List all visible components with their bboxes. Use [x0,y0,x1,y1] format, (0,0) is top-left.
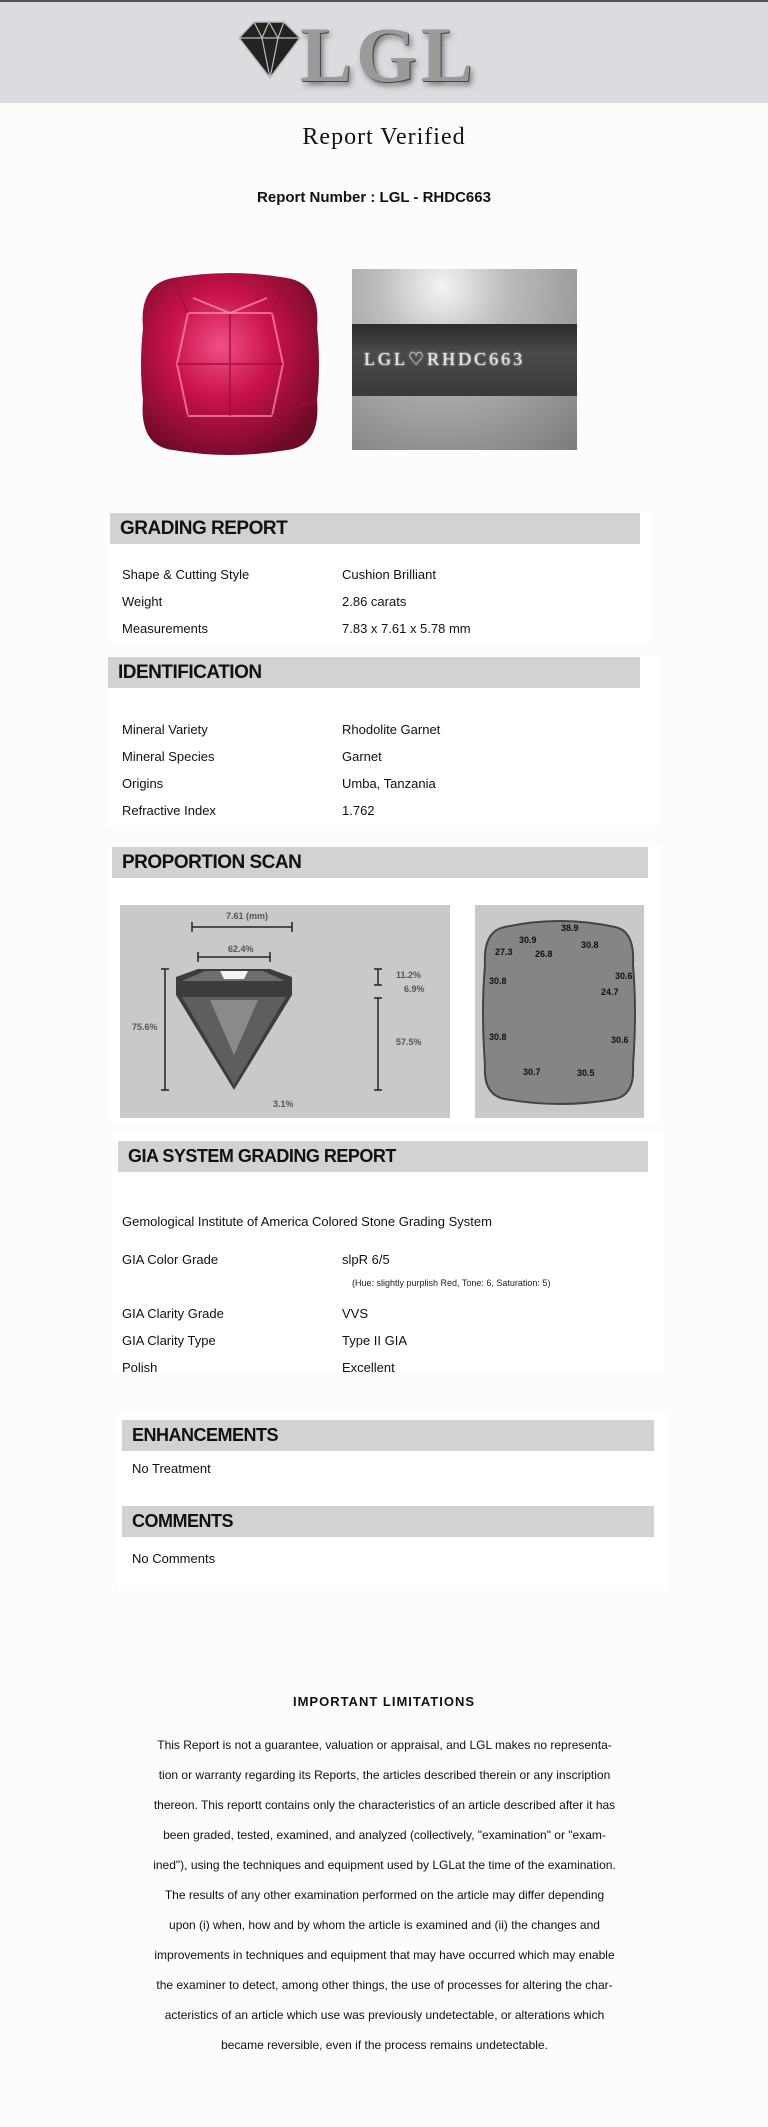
row-label: Weight [122,594,163,609]
row-value: slpR 6/5 [342,1252,390,1267]
limitations-line: ined"), using the techniques and equipment used by LGLat the time of the examination. [153,1858,616,1872]
row-value: Type II GIA [342,1333,408,1348]
top-value: 30.8 [489,976,507,986]
top-value: 38.9 [561,923,579,933]
top-value: 30.8 [581,940,599,950]
row-label: Mineral Species [122,749,215,764]
top-value: 24.7 [601,987,619,997]
enhancements-heading: ENHANCEMENTS [122,1420,654,1451]
limitations-heading: IMPORTANT LIMITATIONS [292,1694,476,1709]
top-value: 30.9 [519,935,537,945]
limitations-text [118,1730,651,2060]
table-label: 62.4% [228,944,254,954]
hue-note: (Hue: slightly purplish Red, Tone: 6, Saturation: 5) [352,1278,551,1288]
row-label: GIA Clarity Grade [122,1306,224,1321]
row-value: Garnet [342,749,382,764]
top-value: 26.8 [535,949,553,959]
limitations-line: been graded, tested, examined, and analyzed (collectively, "examination" or "exam- [163,1828,606,1842]
limitations-line: acteristics of an article which use was previously undetectable, or alterations which [164,2008,605,2022]
row-label: GIA Clarity Type [122,1333,216,1348]
page-title: Report Verified [302,124,466,150]
comments-heading: COMMENTS [122,1506,654,1537]
row-value: Umba, Tanzania [342,776,436,791]
report-number: Report Number : LGL - RHDC663 [257,189,491,206]
logo: LGL [300,11,477,98]
proportion-scan-heading: PROPORTION SCAN [112,847,648,878]
gem-image [133,268,327,460]
row-value: Cushion Brilliant [342,567,436,582]
row-label: Shape & Cutting Style [122,567,250,582]
gia-subtitle: Gemological Institute of America Colored Stone Grading System [122,1214,492,1229]
row-label: Refractive Index [122,803,216,818]
row-value: VVS [342,1306,369,1321]
diamond-icon [234,18,304,80]
row-label: Polish [122,1360,158,1375]
grading-report-heading: GRADING REPORT [110,513,640,544]
top-value: 30.6 [611,1035,629,1045]
enhancements-text: No Treatment [132,1461,211,1476]
row-label: Measurements [122,621,208,636]
row-label: GIA Color Grade [122,1252,219,1267]
inscription-photo [352,269,577,450]
row-value: 2.86 carats [342,594,407,609]
row-value: Rhodolite Garnet [342,722,441,737]
depth-label: 75.6% [132,1022,158,1032]
row-label: Mineral Variety [122,722,208,737]
limitations-line: became reversible, even if the process remains undetectable. [221,2038,548,2052]
crown-label: 11.2% [396,970,422,980]
girdle-label: 6.9% [404,984,425,994]
width-label: 7.61 (mm) [226,911,269,921]
culet-label: 3.1% [273,1099,294,1109]
inscription-text: LGL♡RHDC663 [364,349,526,369]
limitations-line: This Report is not a guarantee, valuation or appraisal, and LGL makes no representa- [157,1738,612,1752]
top-value: 30.7 [523,1067,541,1077]
top-value: 30.8 [489,1032,507,1042]
gia-heading: GIA SYSTEM GRADING REPORT [118,1141,648,1172]
proportion-side-view [120,905,450,1118]
comments-text: No Comments [132,1551,216,1566]
proportion-top-view [475,905,644,1118]
row-value: 1.762 [342,803,375,818]
limitations-line: the examiner to detect, among other things, the use of processes for altering the char- [156,1978,613,1992]
identification-heading: IDENTIFICATION [108,657,640,688]
top-value: 30.5 [577,1068,595,1078]
row-value: 7.83 x 7.61 x 5.78 mm [342,621,471,636]
limitations-line: tion or warranty regarding its Reports, the articles described therein or any inscription [158,1768,611,1782]
pavilion-label: 57.5% [396,1037,422,1047]
top-value: 30.6 [615,971,633,981]
row-label: Origins [122,776,164,791]
limitations-line: upon (i) when, how and by whom the article is examined and (ii) the changes and [169,1918,600,1932]
row-value: Excellent [342,1360,395,1375]
limitations-line: The results of any other examination performed on the article may differ depending [164,1888,605,1902]
top-value: 27.3 [495,947,513,957]
limitations-line: thereon. This reportt contains only the characteristics of an article described after it has [153,1798,616,1812]
limitations-line: improvements in techniques and equipment that may have occurred which may enable [154,1948,615,1962]
